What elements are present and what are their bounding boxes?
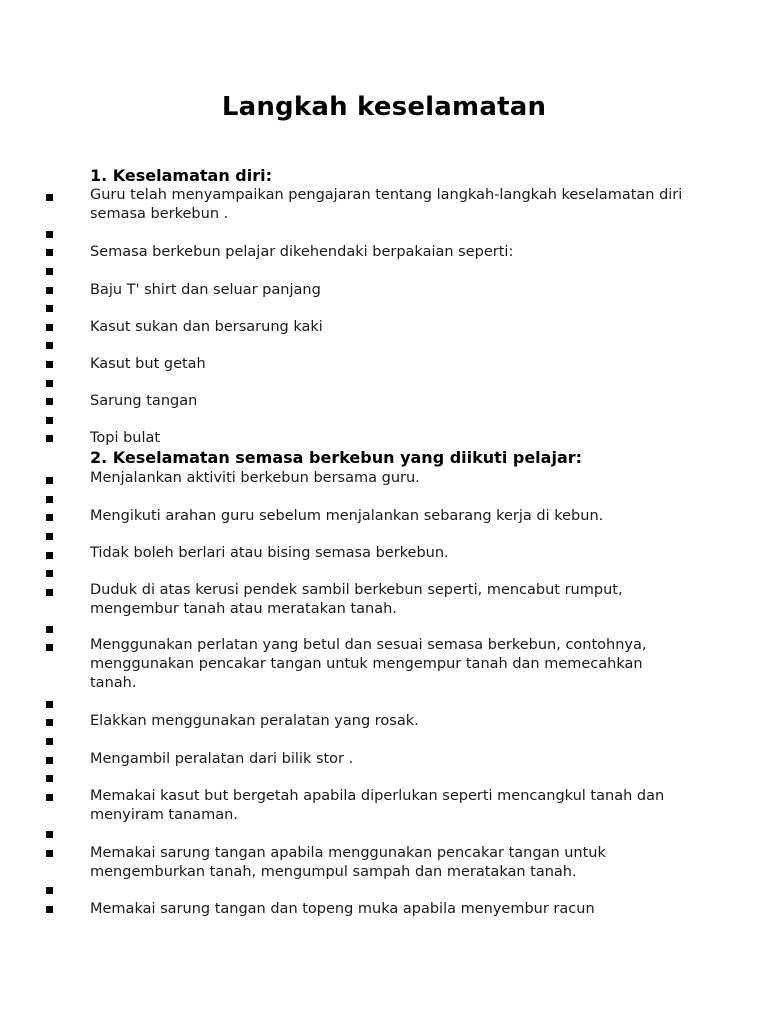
section-heading-keselamatan-diri: 1. Keselamatan diri:	[90, 166, 272, 185]
bullet-icon	[46, 850, 53, 857]
list-item: Mengambil peralatan dari bilik stor .	[90, 751, 354, 767]
list-item: Memakai sarung tangan apabila menggunakan pencakar tangan untuk mengemburkan tanah, mengumpul sampah dan meratakan tanah.	[90, 845, 606, 880]
bullet-icon	[46, 514, 53, 521]
bullet-icon	[46, 398, 53, 405]
list-item: Elakkan menggunakan peralatan yang rosak.	[90, 713, 419, 729]
bullet-icon	[46, 305, 53, 312]
bullet-icon	[46, 794, 53, 801]
bullet-icon	[46, 477, 53, 484]
bullet-icon	[46, 194, 53, 201]
list-item: Memakai sarung tangan dan topeng muka apabila menyembur racun	[90, 901, 595, 917]
list-item: Topi bulat	[90, 430, 161, 446]
list-item: Kasut but getah	[90, 356, 206, 372]
list-item: Semasa berkebun pelajar dikehendaki berpakaian seperti:	[90, 244, 514, 260]
bullet-icon	[46, 533, 53, 540]
bullet-icon	[46, 831, 53, 838]
bullet-icon	[46, 249, 53, 256]
bullet-icon	[46, 435, 53, 442]
list-item: Memakai kasut but bergetah apabila diperlukan seperti mencangkul tanah dan menyiram tanaman.	[90, 788, 665, 823]
list-item: Duduk di atas kerusi pendek sambil berkebun seperti, mencabut rumput, mengembur tanah atau meratakan tanah.	[90, 582, 623, 617]
list-item: Baju T' shirt dan seluar panjang	[90, 282, 321, 298]
list-item: Menggunakan perlatan yang betul dan sesuai semasa berkebun, contohnya, menggunakan pencakar tangan untuk mengempur tanah dan memecahkan tanah.	[90, 637, 647, 691]
bullet-icon	[46, 757, 53, 764]
bullet-icon	[46, 361, 53, 368]
bullet-icon	[46, 496, 53, 503]
bullet-icon	[46, 644, 53, 651]
bullet-icon	[46, 906, 53, 913]
bullet-icon	[46, 887, 53, 894]
bullet-icon	[46, 287, 53, 294]
page-title: Langkah keselamatan	[221, 92, 547, 122]
list-item: Sarung tangan	[90, 393, 198, 409]
bullet-icon	[46, 626, 53, 633]
bullet-icon	[46, 701, 53, 708]
list-item: Menjalankan aktiviti berkebun bersama guru.	[90, 470, 420, 486]
list-item: Tidak boleh berlari atau bising semasa berkebun.	[90, 545, 449, 561]
list-item: Mengikuti arahan guru sebelum menjalankan sebarang kerja di kebun.	[90, 508, 604, 524]
list-item: Guru telah menyampaikan pengajaran tentang langkah-langkah keselamatan diri semasa berkebun .	[90, 187, 683, 222]
bullet-icon	[46, 268, 53, 275]
bullet-icon	[46, 775, 53, 782]
bullet-icon	[46, 231, 53, 238]
bullet-icon	[46, 738, 53, 745]
section-heading-keselamatan-berkebun: 2. Keselamatan semasa berkebun yang diikuti pelajar:	[90, 448, 583, 467]
bullet-icon	[46, 552, 53, 559]
bullet-icon	[46, 589, 53, 596]
bullet-icon	[46, 342, 53, 349]
bullet-icon	[46, 417, 53, 424]
bullet-icon	[46, 570, 53, 577]
bullet-icon	[46, 719, 53, 726]
bullet-icon	[46, 380, 53, 387]
list-item: Kasut sukan dan bersarung kaki	[90, 319, 323, 335]
bullet-icon	[46, 324, 53, 331]
